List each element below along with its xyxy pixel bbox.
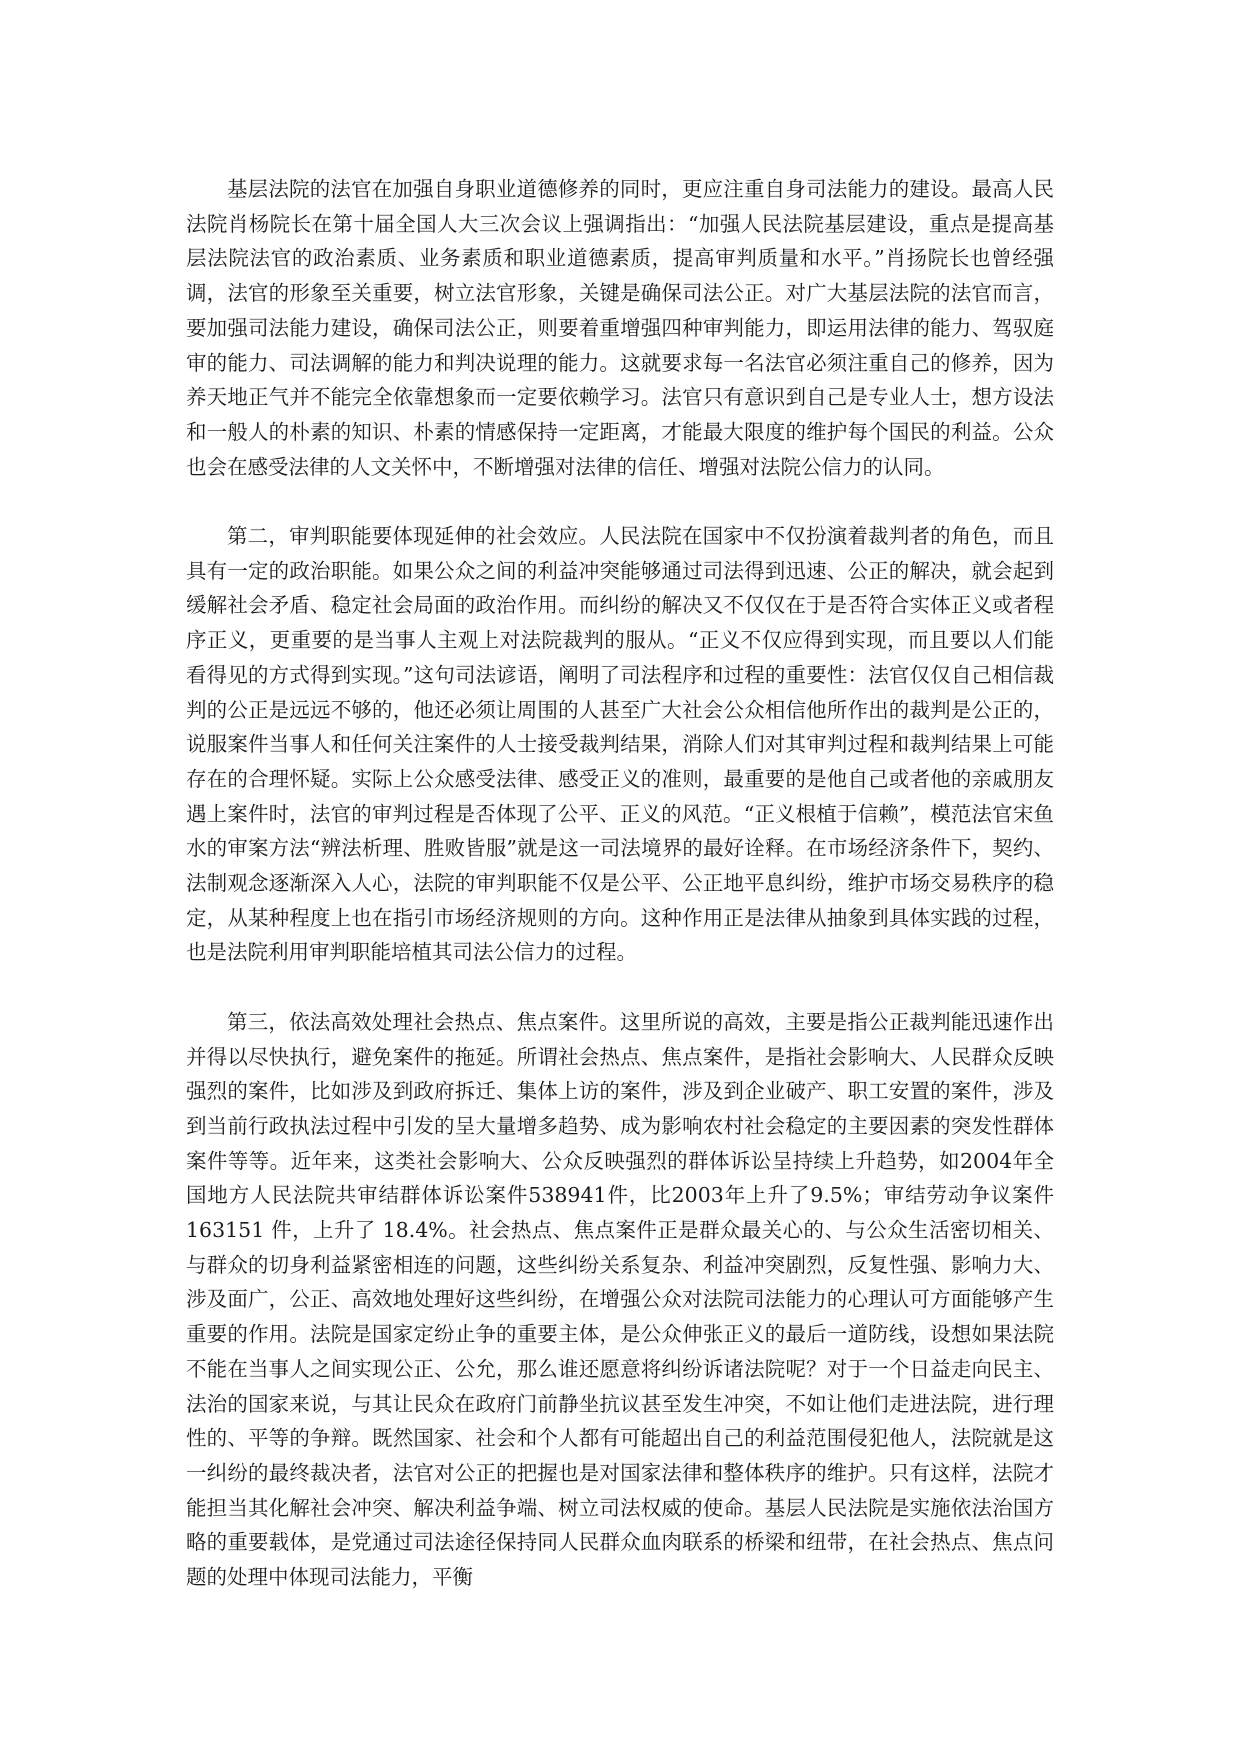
- paragraph-spacer: [186, 970, 1054, 1005]
- paragraph-spacer: [186, 484, 1054, 519]
- paragraph-third-point: 第三，依法高效处理社会热点、焦点案件。这里所说的高效，主要是指公正裁判能迅速作出并得以尽快执行，避免案件的拖延。所谓社会热点、焦点案件，是指社会影响大、人民群众反映强烈的案件，比如涉及到政府拆迁、集体上访的案件，涉及到企业破产、职工安置的案件，涉及到当前行政执法过程中引发的呈大量增多趋势、成为影响农村社会稳定的主要因素的突发性群体案件等等。近年来，这类社会影响大、公众反映强烈的群体诉讼呈持续上升趋势，如2004年全国地方人民法院共审结群体诉讼案件538941件，比2003年上升了9.5%；审结劳动争议案件 163151 件，上升了 18.4%。社会热点、焦点案件正是群众最关心的、与公众生活密切相关、与群众的切身利益紧密相连的问题，这些纠纷关系复杂、利益冲突剧烈，反复性强、影响力大、涉及面广，公正、高效地处理好这些纠纷，在增强公众对法院司法能力的心理认可方面能够产生重要的作用。法院是国家定纷止争的重要主体，是公众伸张正义的最后一道防线，设想如果法院不能在当事人之间实现公正、公允，那么谁还愿意将纠纷诉诸法院呢？对于一个日益走向民主、法治的国家来说，与其让民众在政府门前静坐抗议甚至发生冲突，不如让他们走进法院，进行理性的、平等的争辩。既然国家、社会和个人都有可能超出自己的利益范围侵犯他人，法院就是这一纠纷的最终裁决者，法官对公正的把握也是对国家法律和整体秩序的维护。只有这样，法院才能担当其化解社会冲突、解决利益争端、树立司法权威的使命。基层人民法院是实施依法治国方略的重要载体，是党通过司法途径保持同人民群众血肉联系的桥梁和纽带，在社会热点、焦点问题的处理中体现司法能力，平衡: [186, 1009, 1054, 1590]
- paragraph-second-point: 第二，审判职能要体现延伸的社会效应。人民法院在国家中不仅扮演着裁判者的角色，而且具有一定的政治职能。如果公众之间的利益冲突能够通过司法得到迅速、公正的解决，就会起到缓解社会矛盾、稳定社会局面的政治作用。而纠纷的解决又不仅仅在于是否符合实体正义或者程序正义，更重要的是当事人主观上对法院裁判的服从。“正义不仅应得到实现，而且要以人们能看得见的方式得到实现。”这句司法谚语，阐明了司法程序和过程的重要性：法官仅仅自己相信裁判的公正是远远不够的，他还必须让周围的人甚至广大社会公众相信他所作出的裁判是公正的，说服案件当事人和任何关注案件的人士接受裁判结果，消除人们对其审判过程和裁判结果上可能存在的合理怀疑。实际上公众感受法律、感受正义的准则，最重要的是他自己或者他的亲戚朋友遇上案件时，法官的审判过程是否体现了公平、正义的风范。“正义根植于信赖”，模范法官宋鱼水的审案方法“辨法析理、胜败皆服”就是这一司法境界的最好诠释。在市场经济条件下，契约、法制观念逐渐深入人心，法院的审判职能不仅是公平、公正地平息纠纷，维护市场交易秩序的稳定，从某种程度上也在指引市场经济规则的方向。这种作用正是法律从抽象到具体实践的过程，也是法院利用审判职能培植其司法公信力的过程。: [186, 524, 1054, 965]
- document-body: [186, 172, 1054, 1595]
- paragraph-judicial-capacity: 基层法院的法官在加强自身职业道德修养的同时，更应注重自身司法能力的建设。最高人民法院肖杨院长在第十届全国人大三次会议上强调指出：“加强人民法院基层建设，重点是提高基层法院法官的政治素质、业务素质和职业道德素质，提高审判质量和水平。”肖扬院长也曾经强调，法官的形象至关重要，树立法官形象，关键是确保司法公正。对广大基层法院的法官而言，要加强司法能力建设，确保司法公正，则要着重增强四种审判能力，即运用法律的能力、驾驭庭审的能力、司法调解的能力和判决说理的能力。这就要求每一名法官必须注重自己的修养，因为养天地正气并不能完全依靠想象而一定要依赖学习。法官只有意识到自己是专业人士，想方设法和一般人的朴素的知识、朴素的情感保持一定距离，才能最大限度的维护每个国民的利益。公众也会在感受法律的人文关怀中，不断增强对法律的信任、增强对法院公信力的认同。: [186, 177, 1054, 479]
